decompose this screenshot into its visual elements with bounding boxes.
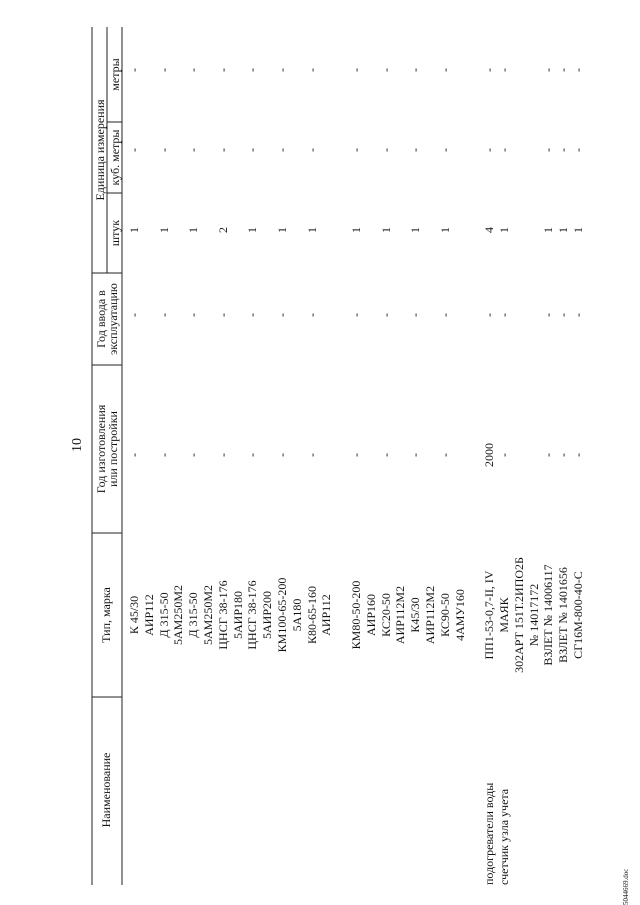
cell-name: подогреватели воды	[482, 782, 497, 885]
cell-pieces: 1	[156, 227, 171, 233]
cell-year-commissioned: -	[556, 313, 571, 317]
cell-meters: -	[275, 68, 289, 72]
cell-meters: -	[349, 68, 363, 72]
cell-type: Д 315-50	[186, 592, 201, 638]
header-year-made-line1: Год изготовления	[94, 404, 108, 494]
cell-year-made: -	[378, 453, 393, 457]
cell-cubic-meters: -	[497, 148, 511, 152]
cell-year-made: -	[541, 453, 556, 457]
cell-type: 5АИР200	[260, 591, 275, 640]
cell-pieces: 1	[556, 227, 571, 233]
header-name: Наименование	[99, 752, 113, 828]
cell-meters: -	[186, 68, 201, 72]
cell-year-commissioned: -	[482, 313, 497, 317]
cell-year-commissioned: -	[304, 313, 319, 317]
cell-cubic-meters: -	[571, 148, 585, 152]
header-type: Тип, марка	[99, 587, 113, 643]
cell-type: Д 315-50	[156, 592, 171, 638]
cell-year-made: -	[156, 453, 171, 457]
cell-type: АИР160	[363, 594, 378, 637]
cell-year-commissioned: -	[186, 313, 201, 317]
cell-pieces: 1	[541, 227, 556, 233]
cell-meters: -	[437, 68, 452, 72]
cell-type: АИР112	[141, 594, 156, 636]
cell-year-made: -	[186, 453, 201, 457]
cell-type: АИР112М2	[423, 585, 437, 645]
cell-type: КС20-50	[378, 593, 393, 637]
cell-type: К 45/30	[127, 595, 141, 635]
cell-type: 5А180	[289, 598, 304, 632]
cell-year-made: -	[571, 453, 585, 457]
cell-year-made: -	[349, 453, 363, 457]
page-number: 10	[70, 438, 85, 452]
cell-year-made: -	[275, 453, 289, 457]
cell-year-made: -	[556, 453, 571, 457]
cell-meters: -	[408, 68, 423, 72]
cell-type: 4АМУ160	[452, 589, 467, 641]
cell-meters: -	[378, 68, 393, 72]
cell-cubic-meters: -	[541, 148, 556, 152]
cell-year-made: -	[215, 453, 230, 457]
cell-meters: -	[541, 68, 556, 72]
cell-type: КМ100-65-200	[275, 577, 289, 653]
cell-year-commissioned: -	[215, 313, 230, 317]
header-year-made-line2: или постройки	[106, 411, 120, 487]
cell-meters: -	[571, 68, 585, 72]
cell-type: 5АМ250М2	[201, 585, 215, 646]
cell-type: 302АРТ 151Т.2ИПО2Б	[511, 557, 526, 673]
cell-year-commissioned: -	[378, 313, 393, 317]
cell-type: СГ16М-800-40-С	[571, 571, 585, 659]
cell-year-made: -	[497, 453, 511, 457]
cell-year-made: -	[304, 453, 319, 457]
cell-meters: -	[304, 68, 319, 72]
cell-type: МАЯК	[497, 597, 511, 633]
cell-cubic-meters: -	[275, 148, 289, 152]
cell-pieces: 1	[497, 227, 511, 233]
cell-cubic-meters: -	[482, 148, 497, 152]
cell-cubic-meters: -	[556, 148, 571, 152]
cell-cubic-meters: -	[437, 148, 452, 152]
cell-type: ЦНСГ 38-176	[215, 580, 230, 650]
cell-type: ПП1-53-0,7-II, IV	[482, 570, 497, 660]
cell-cubic-meters: -	[349, 148, 363, 152]
cell-pieces: 1	[245, 227, 260, 233]
header-unit-pieces: штук	[108, 219, 122, 247]
header-unit-meters: метры	[108, 58, 122, 91]
cell-pieces: 2	[215, 227, 230, 233]
cell-year-commissioned: -	[497, 313, 511, 317]
cell-year-commissioned: -	[275, 313, 289, 317]
cell-year-commissioned: -	[541, 313, 556, 317]
cell-type: 5АИР180	[230, 591, 245, 640]
header-year-commissioned-line2: эксплуатацию	[106, 283, 120, 355]
cell-cubic-meters: -	[245, 148, 260, 152]
cell-cubic-meters: -	[215, 148, 230, 152]
cell-type: КМ80-50-200	[349, 580, 363, 650]
cell-cubic-meters: -	[156, 148, 171, 152]
cell-cubic-meters: -	[186, 148, 201, 152]
cell-cubic-meters: -	[408, 148, 423, 152]
cell-year-made: -	[408, 453, 423, 457]
cell-meters: -	[215, 68, 230, 72]
cell-meters: -	[556, 68, 571, 72]
cell-year-made: -	[127, 453, 141, 457]
cell-pieces: 1	[378, 227, 393, 233]
cell-year-made: -	[437, 453, 452, 457]
header-units-group: Единица измерения	[93, 99, 107, 201]
cell-year-commissioned: -	[349, 313, 363, 317]
cell-type: АИР112	[319, 594, 334, 636]
cell-pieces: 1	[437, 227, 452, 233]
cell-year-commissioned: -	[408, 313, 423, 317]
cell-year-commissioned: -	[156, 313, 171, 317]
cell-type: АИР112М2	[393, 585, 408, 645]
cell-year-commissioned: -	[127, 313, 141, 317]
cell-type: ЦНСГ 38-176	[245, 580, 260, 650]
cell-type: 5АМ250М2	[171, 585, 186, 646]
cell-pieces: 1	[275, 227, 289, 233]
cell-cubic-meters: -	[304, 148, 319, 152]
cell-pieces: 1	[304, 227, 319, 233]
cell-type: ВЗЛЕТ № 1401656	[556, 567, 571, 663]
header-year-commissioned-line1: Год ввода в	[94, 290, 108, 348]
cell-pieces: 4	[482, 227, 497, 233]
cell-name: счетчик узла учета	[497, 788, 511, 885]
cell-type: № 14017172	[526, 583, 541, 647]
document-footer: 5044669.doc	[622, 868, 630, 905]
cell-type: К45/30	[408, 597, 423, 633]
cell-cubic-meters: -	[127, 148, 141, 152]
cell-pieces: 1	[571, 227, 585, 233]
cell-year-made: -	[245, 453, 260, 457]
cell-meters: -	[245, 68, 260, 72]
cell-type: К80-65-160	[304, 586, 319, 644]
header-unit-cubic-meters: куб. метры	[108, 129, 122, 186]
cell-year-commissioned: -	[437, 313, 452, 317]
cell-pieces: 1	[186, 227, 201, 233]
cell-cubic-meters: -	[378, 148, 393, 152]
cell-year-made: 2000	[482, 443, 497, 467]
cell-pieces: 1	[127, 227, 141, 233]
cell-meters: -	[497, 68, 511, 72]
cell-meters: -	[482, 68, 497, 72]
cell-type: ВЗЛЕТ № 14006117	[541, 564, 556, 666]
cell-meters: -	[156, 68, 171, 72]
cell-year-commissioned: -	[571, 313, 585, 317]
cell-year-commissioned: -	[245, 313, 260, 317]
cell-type: КС90-50	[437, 593, 452, 637]
cell-pieces: 1	[408, 227, 423, 233]
cell-meters: -	[127, 68, 141, 72]
cell-pieces: 1	[349, 227, 363, 233]
